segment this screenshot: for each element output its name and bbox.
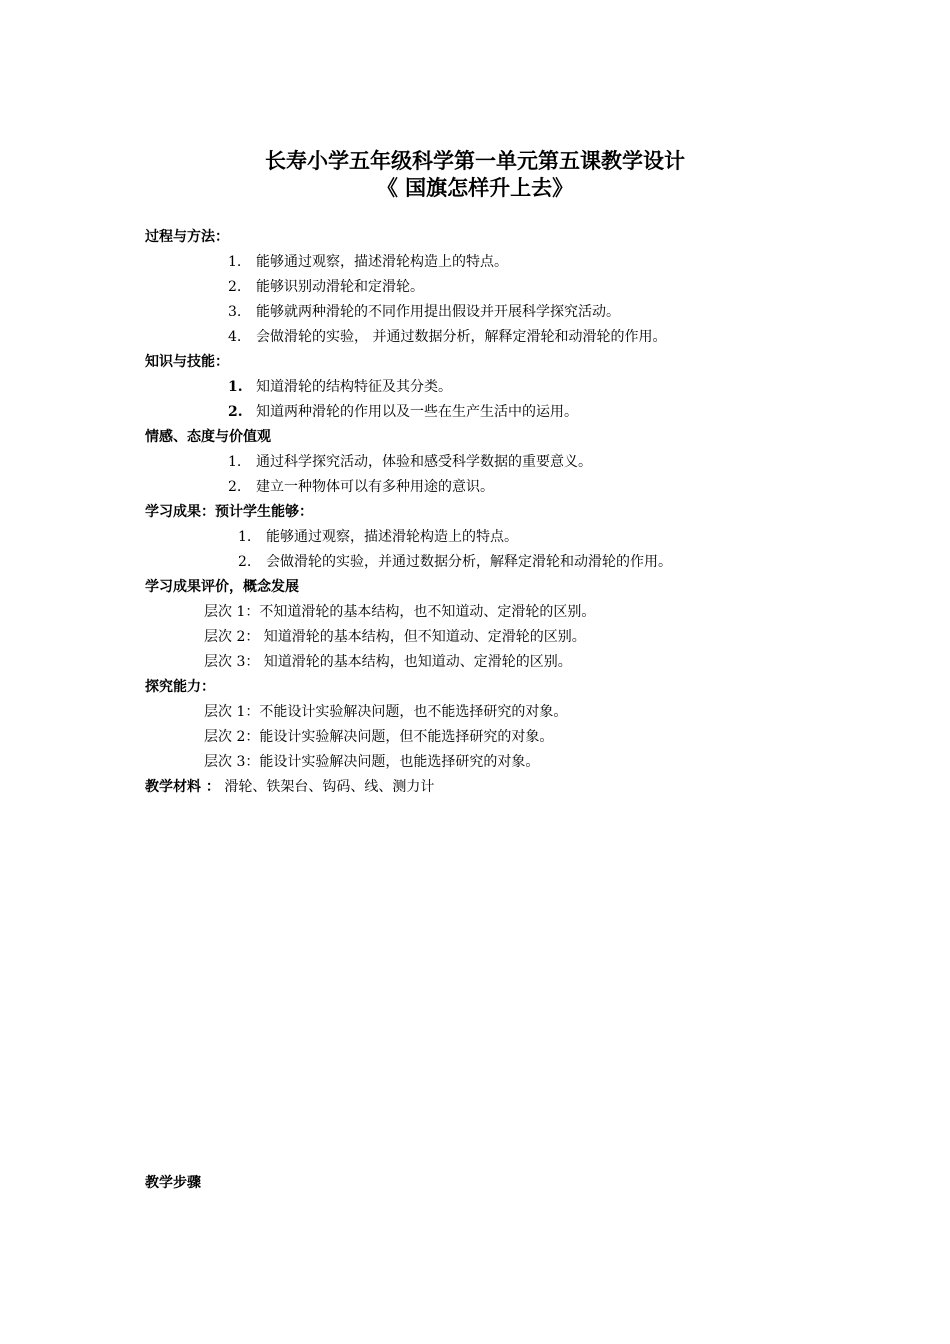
section-heading-emotion-values: 情感、态度与价值观 bbox=[145, 429, 271, 445]
section-heading-process-methods: 过程与方法： bbox=[145, 229, 229, 245]
list-text: 会做滑轮的实验， 并通过数据分析，解释定滑轮和动滑轮的作用。 bbox=[256, 329, 667, 345]
section-heading-learning-outcomes: 学习成果：预计学生能够： bbox=[145, 504, 313, 520]
document-subtitle: 《 国旗怎样升上去》 bbox=[376, 176, 574, 200]
list-item bbox=[228, 302, 620, 322]
section-heading-outcome-evaluation: 学习成果评价，概念发展 bbox=[145, 579, 299, 595]
level-item: 层次 1：不能设计实验解决问题，也不能选择研究的对象。 bbox=[204, 704, 568, 720]
list-number: 2. bbox=[228, 279, 242, 295]
list-text: 建立一种物体可以有多种用途的意识。 bbox=[256, 479, 494, 495]
list-text: 通过科学探究活动，体验和感受科学数据的重要意义。 bbox=[256, 454, 592, 470]
level-item: 层次 2：能设计实验解决问题，但不能选择研究的对象。 bbox=[204, 729, 554, 745]
level-item: 层次 3：能设计实验解决问题，也能选择研究的对象。 bbox=[204, 754, 540, 770]
list-text: 能够就两种滑轮的不同作用提出假设并开展科学探究活动。 bbox=[256, 304, 620, 320]
level-item: 层次 2： 知道滑轮的基本结构，但不知道动、定滑轮的区别。 bbox=[204, 629, 586, 645]
list-number: 1. bbox=[228, 379, 243, 395]
list-item bbox=[238, 527, 518, 547]
list-item bbox=[228, 277, 424, 297]
list-item bbox=[228, 477, 494, 497]
list-number: 1. bbox=[228, 454, 242, 470]
list-text: 知道滑轮的结构特征及其分类。 bbox=[256, 379, 452, 395]
section-heading-inquiry-ability: 探究能力： bbox=[145, 679, 215, 695]
materials-label: 教学材料 ： bbox=[145, 779, 220, 795]
list-item bbox=[228, 452, 592, 472]
list-item bbox=[228, 402, 578, 422]
list-text: 会做滑轮的实验，并通过数据分析，解释定滑轮和动滑轮的作用。 bbox=[266, 554, 672, 570]
document-title: 长寿小学五年级科学第一单元第五课教学设计 bbox=[265, 149, 685, 173]
list-item bbox=[228, 252, 508, 272]
level-item: 层次 1：不知道滑轮的基本结构，也不知道动、定滑轮的区别。 bbox=[204, 604, 596, 620]
materials-line bbox=[145, 777, 434, 797]
list-text: 能够通过观察，描述滑轮构造上的特点。 bbox=[266, 529, 518, 545]
list-number: 2. bbox=[228, 404, 243, 420]
section-heading-teaching-steps: 教学步骤 bbox=[145, 1175, 201, 1191]
list-number: 2. bbox=[238, 554, 252, 570]
list-item bbox=[228, 377, 452, 397]
list-text: 能够通过观察，描述滑轮构造上的特点。 bbox=[256, 254, 508, 270]
list-text: 知道两种滑轮的作用以及一些在生产生活中的运用。 bbox=[256, 404, 578, 420]
materials-text: 滑轮、铁架台、钩码、线、测力计 bbox=[224, 779, 435, 795]
list-number: 3. bbox=[228, 304, 242, 320]
list-number: 2. bbox=[228, 479, 242, 495]
list-item bbox=[238, 552, 672, 572]
list-number: 4. bbox=[228, 329, 242, 345]
list-item bbox=[228, 327, 666, 347]
list-text: 能够识别动滑轮和定滑轮。 bbox=[256, 279, 424, 295]
list-number: 1. bbox=[238, 529, 252, 545]
section-heading-knowledge-skills: 知识与技能： bbox=[145, 354, 229, 370]
level-item: 层次 3： 知道滑轮的基本结构，也知道动、定滑轮的区别。 bbox=[204, 654, 572, 670]
list-number: 1. bbox=[228, 254, 242, 270]
